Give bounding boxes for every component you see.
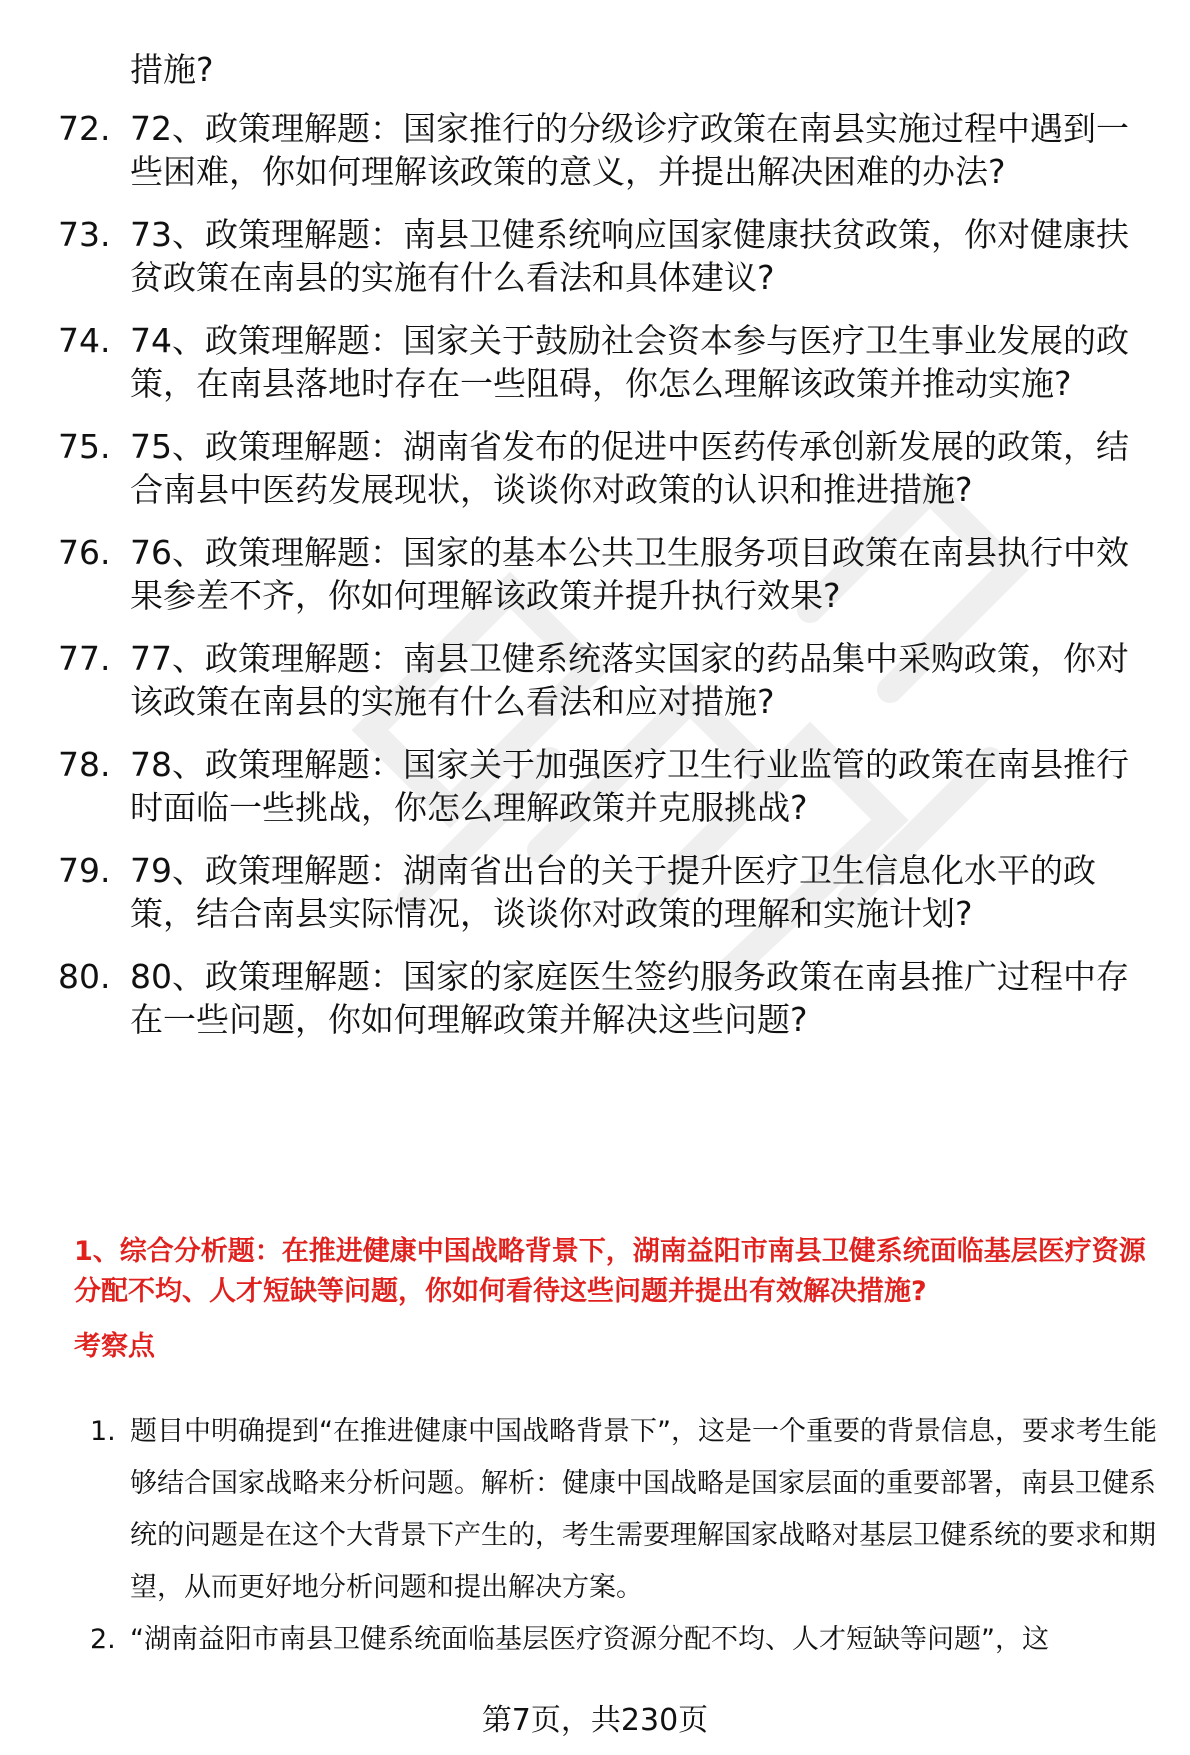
list-item [0, 531, 1190, 617]
list-item [0, 1614, 1190, 1666]
list-item [0, 107, 1190, 193]
list-item [0, 319, 1190, 405]
page-number: 第7页，共230页 [481, 1703, 709, 1738]
item-number: 73. [58, 215, 111, 254]
item-text: 77、政策理解题：南县卫健系统落实国家的药品集中采购政策，你对该政策在南县的实施有什么看法和应对措施? [130, 639, 1129, 721]
item-number: 74. [58, 321, 111, 360]
item-number: 1. [90, 1416, 116, 1447]
item-number: 2. [90, 1624, 116, 1655]
item-text: 题目中明确提到“在推进健康中国战略背景下”，这是一个重要的背景信息，要求考生能够结合国家战略来分析问题。解析：健康中国战略是国家层面的重要部署，南县卫健系统的问题是在这个大背景下产生的，考生需要理解国家战略对基层卫健系统的要求和期望，从而更好地分析问题和提出解决方案。 [130, 1416, 1157, 1603]
list-item [0, 213, 1190, 299]
item-number: 79. [58, 851, 111, 890]
section-subtitle: 考察点 [74, 1331, 155, 1362]
item-text: 78、政策理解题：国家关于加强医疗卫生行业监管的政策在南县推行时面临一些挑战，你怎么理解政策并克服挑战? [130, 745, 1129, 827]
list-item [0, 1406, 1190, 1614]
item-number: 77. [58, 639, 111, 678]
item-number: 78. [58, 745, 111, 784]
item-text: 74、政策理解题：国家关于鼓励社会资本参与医疗卫生事业发展的政策，在南县落地时存在一些阻碍，你怎么理解该政策并推动实施? [130, 321, 1129, 403]
item-number: 75. [58, 427, 111, 466]
item-text: 79、政策理解题：湖南省出台的关于提升医疗卫生信息化水平的政策，结合南县实际情况，谈谈你对政策的理解和实施计划? [130, 851, 1096, 933]
item-number: 72. [58, 109, 111, 148]
list-item [0, 743, 1190, 829]
list-item [0, 425, 1190, 511]
item-text: 73、政策理解题：南县卫健系统响应国家健康扶贫政策，你对健康扶贫政策在南县的实施有什么看法和具体建议? [130, 215, 1129, 297]
list-item [0, 637, 1190, 723]
list-item [0, 955, 1190, 1041]
item-text: 80、政策理解题：国家的家庭医生签约服务政策在南县推广过程中存在一些问题，你如何理解政策并解决这些问题? [130, 957, 1129, 1039]
section-title: 1、综合分析题：在推进健康中国战略背景下，湖南益阳市南县卫健系统面临基层医疗资源分配不均、人才短缺等问题，你如何看待这些问题并提出有效解决措施? [74, 1236, 1146, 1307]
item-text: 72、政策理解题：国家推行的分级诊疗政策在南县实施过程中遇到一些困难，你如何理解该政策的意义，并提出解决困难的办法? [130, 109, 1129, 191]
item-text: “湖南益阳市南县卫健系统面临基层医疗资源分配不均、人才短缺等问题”，这 [130, 1624, 1049, 1655]
item-number: 80. [58, 957, 111, 996]
list-item [0, 849, 1190, 935]
item-text: 75、政策理解题：湖南省发布的促进中医药传承创新发展的政策，结合南县中医药发展现状，谈谈你对政策的认识和推进措施? [130, 427, 1129, 509]
point-list [0, 1406, 1190, 1666]
item-text: 76、政策理解题：国家的基本公共卫生服务项目政策在南县执行中效果参差不齐，你如何理解该政策并提升执行效果? [130, 533, 1129, 615]
question-list [0, 107, 1190, 1061]
continuation-text: 措施? [130, 50, 214, 89]
item-number: 76. [58, 533, 111, 572]
